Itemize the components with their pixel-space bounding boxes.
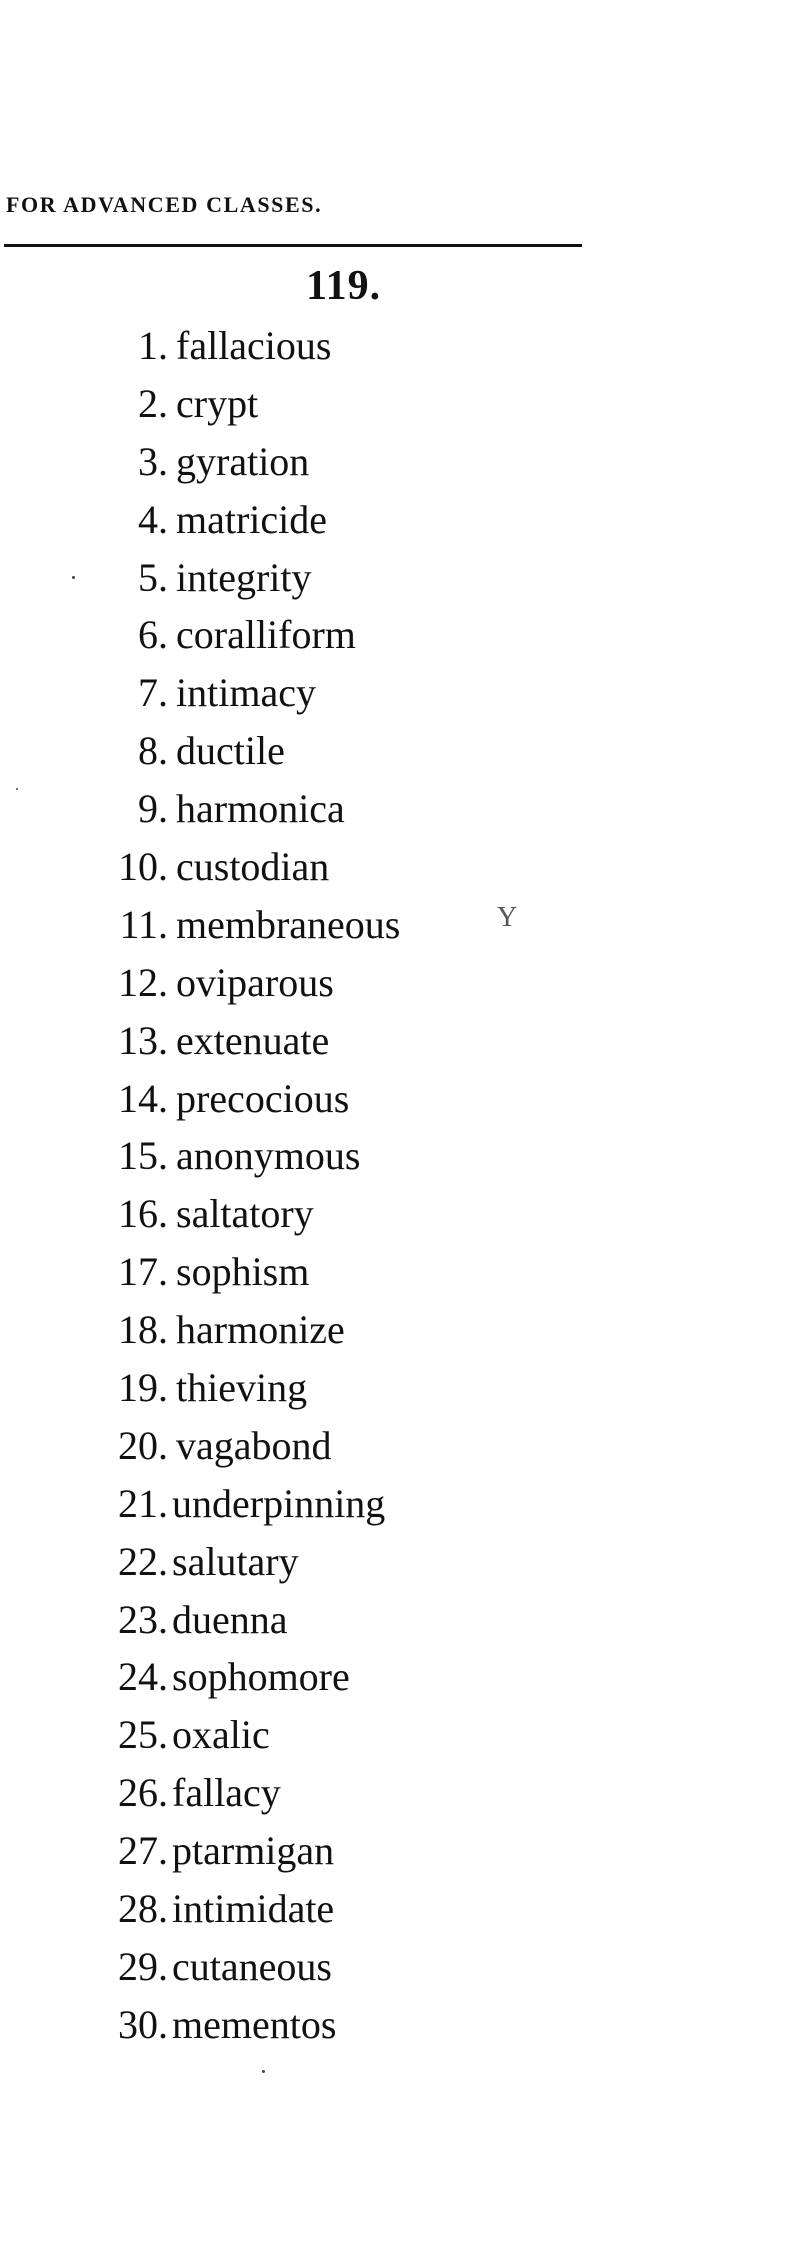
item-word: ductile bbox=[176, 728, 285, 774]
item-word: duenna bbox=[172, 1596, 288, 1642]
item-word: vagabond bbox=[176, 1422, 332, 1468]
item-word: salutary bbox=[172, 1538, 299, 1584]
item-word: oxalic bbox=[172, 1712, 270, 1758]
item-number: 10. bbox=[118, 844, 168, 890]
item-number: 5. bbox=[138, 554, 168, 600]
item-word: custodian bbox=[176, 844, 330, 890]
item-word: membraneous bbox=[176, 901, 401, 947]
item-word: matricide bbox=[176, 496, 328, 542]
item-number: 25. bbox=[118, 1712, 168, 1758]
item-word: gyration bbox=[176, 438, 310, 484]
item-number: 26. bbox=[118, 1770, 168, 1816]
item-word: intimidate bbox=[172, 1886, 335, 1932]
item-number: 14. bbox=[118, 1075, 168, 1121]
header-rule bbox=[4, 244, 582, 247]
item-number: 11. bbox=[119, 901, 168, 947]
item-word: cutaneous bbox=[172, 1943, 332, 1989]
item-number: 16. bbox=[118, 1191, 168, 1237]
section-number: 119. bbox=[306, 263, 382, 309]
running-head: FOR ADVANCED CLASSES. bbox=[6, 192, 323, 217]
item-number: 2. bbox=[138, 380, 168, 426]
item-word: sophism bbox=[176, 1249, 310, 1295]
item-word: fallacy bbox=[172, 1770, 281, 1816]
ink-speck bbox=[16, 788, 18, 790]
item-number: 1. bbox=[138, 323, 168, 368]
item-number: 19. bbox=[118, 1365, 168, 1411]
item-number: 6. bbox=[138, 612, 168, 658]
item-number: 12. bbox=[118, 959, 168, 1005]
item-number: 22. bbox=[118, 1538, 168, 1584]
item-number: 13. bbox=[118, 1017, 168, 1063]
item-number: 21. bbox=[118, 1480, 168, 1526]
item-word: integrity bbox=[176, 554, 312, 600]
item-word: sophomore bbox=[172, 1654, 350, 1700]
item-number: 7. bbox=[138, 670, 168, 716]
item-number: 30. bbox=[118, 2001, 168, 2047]
item-number: 15. bbox=[118, 1133, 168, 1179]
item-word: underpinning bbox=[172, 1480, 386, 1526]
item-word: coralliform bbox=[176, 612, 356, 658]
item-number: 27. bbox=[118, 1828, 168, 1874]
item-number: 17. bbox=[118, 1249, 168, 1295]
ink-speck bbox=[72, 576, 75, 579]
item-word: precocious bbox=[176, 1075, 350, 1121]
item-number: 4. bbox=[138, 496, 168, 542]
item-number: 23. bbox=[118, 1596, 168, 1642]
item-word: mementos bbox=[172, 2001, 337, 2047]
item-word: oviparous bbox=[176, 959, 334, 1005]
item-word: saltatory bbox=[176, 1191, 314, 1237]
item-word: ptarmigan bbox=[172, 1828, 335, 1874]
item-number: 8. bbox=[138, 728, 168, 774]
item-word: harmonica bbox=[176, 786, 345, 832]
item-word: anonymous bbox=[176, 1133, 361, 1179]
item-number: 28. bbox=[118, 1886, 168, 1932]
item-word: extenuate bbox=[176, 1017, 330, 1063]
marginal-mark: Y bbox=[497, 902, 518, 933]
item-word: crypt bbox=[176, 380, 259, 426]
item-word: harmonize bbox=[176, 1307, 345, 1353]
item-word: intimacy bbox=[176, 670, 316, 716]
item-number: 20. bbox=[118, 1422, 168, 1468]
item-number: 29. bbox=[118, 1943, 168, 1989]
item-number: 18. bbox=[118, 1307, 168, 1353]
item-number: 24. bbox=[118, 1654, 168, 1700]
ink-speck bbox=[262, 2070, 265, 2073]
item-word: fallacious bbox=[176, 323, 332, 368]
item-word: thieving bbox=[176, 1365, 308, 1411]
item-number: 3. bbox=[138, 438, 168, 484]
item-number: 9. bbox=[138, 786, 168, 832]
